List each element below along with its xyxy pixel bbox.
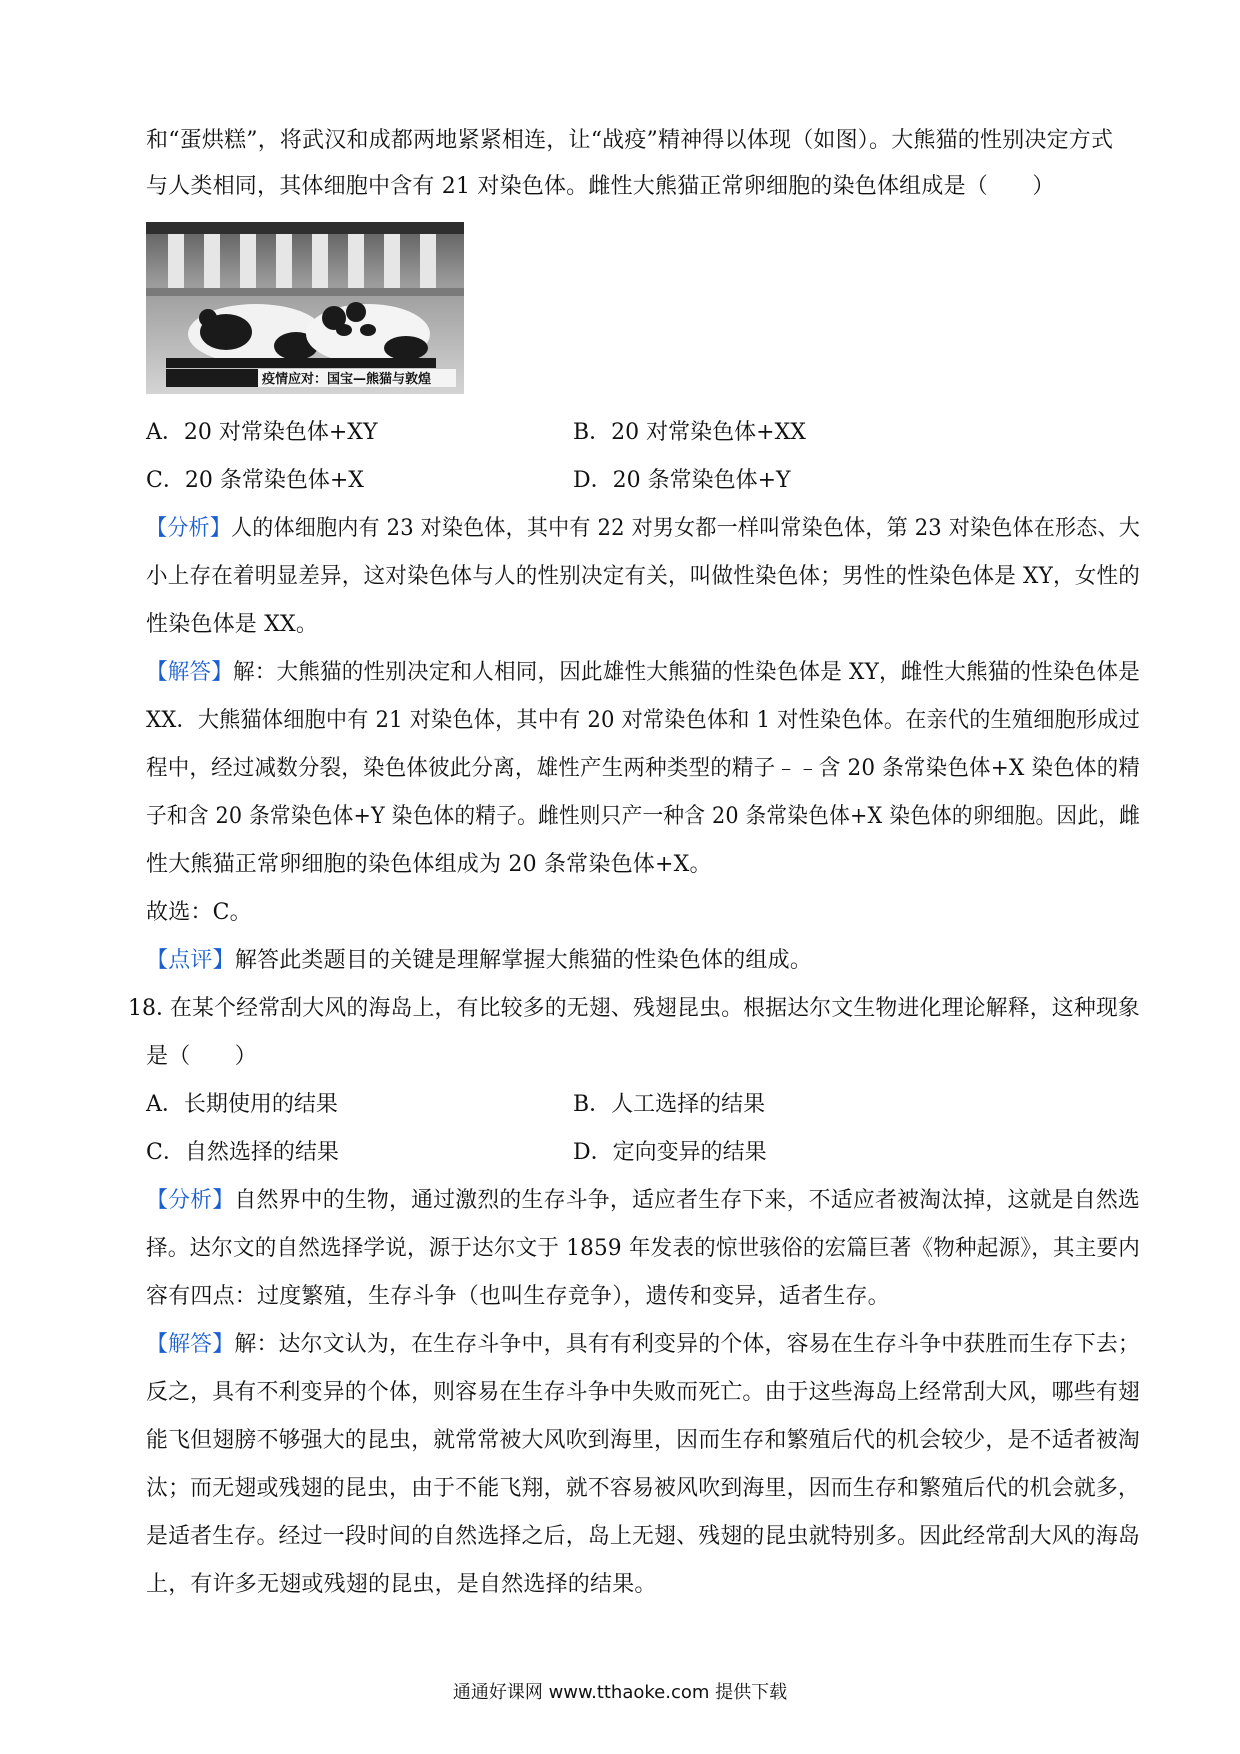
q18-answer-line: 反之，具有不利变异的个体，则容易在生存斗争中失败而死亡。由于这些海岛上经常刮大风，哪些有翅 xyxy=(146,1380,1141,1405)
q17-comment-line xyxy=(146,946,812,976)
analysis-tag: 【分析】 xyxy=(146,516,232,541)
q18-stem-line: 在某个经常刮大风的海岛上，有比较多的无翅、残翅昆虫。根据达尔文生物进化理论解释，这种现象 xyxy=(170,996,1140,1021)
q17-answer-line: 性大熊猫正常卵细胞的染色体组成为 20 条常染色体+X。 xyxy=(146,852,712,877)
q17-answer-line: 子和含 20 条常染色体+Y 染色体的精子。雌性则只产一种含 20 条常染色体+X 染色体的卵细胞。因此，雌 xyxy=(146,804,1141,829)
q17-analysis-line xyxy=(146,514,1140,544)
q17-stem-line: 和“蛋烘糕”，将武汉和成都两地紧紧相连，让“战疫”精神得以体现（如图）。大熊猫的性别决定方式 xyxy=(146,128,1114,153)
q17-analysis-line: 性染色体是 XX。 xyxy=(146,612,319,637)
q17-answer-line: 程中，经过减数分裂，染色体彼此分离，雄性产生两种类型的精子﹣﹣含 20 条常染色体+X 染色体的精 xyxy=(146,756,1140,781)
q18-analysis-line xyxy=(146,1186,1140,1216)
answer-tag: 【解答】 xyxy=(146,1332,235,1357)
option-d: D．20 条常染色体+Y xyxy=(573,468,791,493)
q17-choice: 故选：C。 xyxy=(146,900,252,925)
comment-text: 解答此类题目的关键是理解掌握大熊猫的性染色体的组成。 xyxy=(234,948,813,973)
option-a: A．20 对常染色体+XY xyxy=(146,420,378,445)
panda-news-photo xyxy=(146,222,464,394)
answer-tag: 【解答】 xyxy=(146,660,234,685)
q18-answer-line: 汰；而无翅或残翅的昆虫，由于不能飞翔，就不容易被风吹到海里，因而生存和繁殖后代的机会就多， xyxy=(146,1476,1141,1501)
answer-text: 解：达尔文认为，在生存斗争中，具有有利变异的个体，容易在生存斗争中获胜而生存下去； xyxy=(234,1332,1141,1357)
analysis-text: 人的体细胞内有 23 对染色体，其中有 22 对男女都一样叫常染色体，第 23 对染色体在形态、大 xyxy=(231,516,1141,541)
q18-stem-line: 是（ ） xyxy=(146,1044,258,1069)
q18-analysis-line: 容有四点：过度繁殖，生存斗争（也叫生存竞争），遗传和变异，适者生存。 xyxy=(146,1284,890,1309)
answer-text: 解：大熊猫的性别决定和人相同，因此雄性大熊猫的性染色体是 XY，雌性大熊猫的性染色体是 xyxy=(233,660,1141,685)
comment-tag: 【点评】 xyxy=(146,948,235,973)
option-d: D．定向变异的结果 xyxy=(573,1140,767,1165)
option-b: B．人工选择的结果 xyxy=(573,1092,766,1117)
q18-answer-line: 是适者生存。经过一段时间的自然选择之后，岛上无翅、残翅的昆虫就特别多。因此经常刮大风的海岛 xyxy=(146,1524,1141,1549)
question-number: 18． xyxy=(128,996,178,1021)
option-a: A．长期使用的结果 xyxy=(146,1092,338,1117)
photo-caption: 疫情应对：国宝—熊猫与敦煌 xyxy=(262,372,432,387)
q17-stem-line: 与人类相同，其体细胞中含有 21 对染色体。雌性大熊猫正常卵细胞的染色体组成是（ ） xyxy=(146,174,1055,199)
q17-answer-line xyxy=(146,658,1140,688)
option-c: C．自然选择的结果 xyxy=(146,1140,339,1165)
analysis-text: 自然界中的生物，通过激烈的生存斗争，适应者生存下来，不适应者被淘汰掉，这就是自然选 xyxy=(234,1188,1141,1213)
q18-answer-line xyxy=(146,1330,1140,1360)
q18-answer-line: 能飞但翅膀不够强大的昆虫，就常常被大风吹到海里，因而生存和繁殖后代的机会较少，是不适者被淘 xyxy=(146,1428,1141,1453)
q18-analysis-line: 择。达尔文的自然选择学说，源于达尔文于 1859 年发表的惊世骇俗的宏篇巨著《物种起源》，其主要内 xyxy=(146,1236,1140,1261)
q17-answer-line: XX．大熊猫体细胞中有 21 对染色体，其中有 20 对常染色体和 1 对性染色体。在亲代的生殖细胞形成过 xyxy=(146,708,1140,733)
analysis-tag: 【分析】 xyxy=(146,1188,235,1213)
q17-analysis-line: 小上存在着明显差异，这对染色体与人的性别决定有关，叫做性染色体；男性的性染色体是 XY，女性的 xyxy=(146,564,1140,589)
q18-answer-line: 上，有许多无翅或残翅的昆虫，是自然选择的结果。 xyxy=(146,1572,657,1597)
option-c: C．20 条常染色体+X xyxy=(146,468,364,493)
option-b: B．20 对常染色体+XX xyxy=(573,420,806,445)
page-footer: 通通好课网 www.tthaoke.com 提供下载 xyxy=(452,1682,788,1703)
